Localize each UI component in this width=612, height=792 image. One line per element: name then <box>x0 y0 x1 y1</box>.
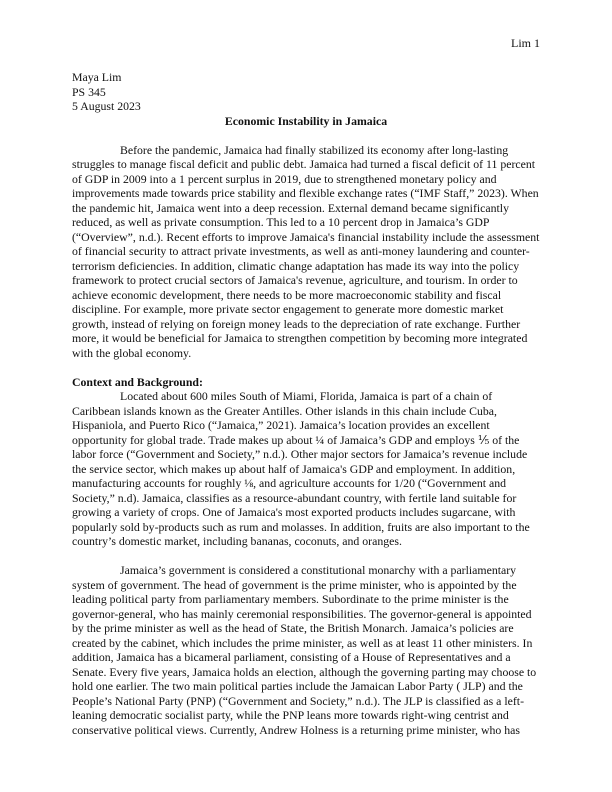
government-paragraph: Jamaica’s government is considered a constitutional monarchy with a parliamentary system of government. The head of government is the prime minister, who is appointed by the leading political party from parliamentary members. Subordinate to the prime minister is the governor-general, who has mainly ceremonial responsibilities. The governor-general is appointed by the prime minister as well as the head of State, the British Monarch. Jamaica’s policies are created by the cabinet, which includes the prime minister, as well as at least 11 other ministers. In addition, Jamaica has a bicameral parliament, consisting of a House of Representatives and a Senate. Every five years, Jamaica holds an election, although the governing parting may choose to hold one earlier. The two main political parties include the Jamaican Labor Party ( JLP) and the People’s National Party (PNP) (“Government and Society,” n.d.). The JLP is classified as a left-leaning democratic socialist party, while the PNP leans more towards right-wing centrist and conservative political views. Currently, Andrew Holness is a returning prime minister, who has <box>72 563 537 737</box>
mla-heading <box>72 70 540 114</box>
page-number-header: Lim 1 <box>511 36 540 50</box>
section-heading: Context and Background: <box>72 374 203 389</box>
course-code: PS 345 <box>72 84 106 99</box>
document-date: 5 August 2023 <box>72 99 141 113</box>
document-body <box>72 70 540 737</box>
intro-paragraph: Before the pandemic, Jamaica had finally stabilized its economy after long-lasting struggles to manage fiscal deficit and public debt. Jamaica had turned a fiscal deficit of 11 percent of GDP in 2009 into a 1 percent surplus in 2019, due to strengthened monetary policy and improvements made towards price stability and flexible exchange rates (“IMF Staff,” 2023). When the pandemic hit, Jamaica went into a deep recession. External demand became significantly reduced, as well as private consumption. This led to a 10 percent drop in Jamaica’s GDP (“Overview”, n.d.). Recent efforts to improve Jamaica's financial instability include the assessment of financial security to attract private investments, as well as anti-money laundering and counter-terrorism deficiencies. In addition, climatic change adaptation has made its way into the policy framework to protect crucial sectors of Jamaica's revenue, agriculture, and tourism. In order to achieve economic development, there needs to be more macroeconomic stability and fiscal discipline. For example, more private sector engagement to generate more domestic market growth, instead of relying on foreign money leads to the depreciation of rate exchange. Further more, it would be beneficial for Jamaica to strengthen competition by becoming more integrated with the global economy. <box>72 142 540 360</box>
context-paragraph: Located about 600 miles South of Miami, Florida, Jamaica is part of a chain of Caribbean islands known as the Greater Antilles. Other islands in this chain include Cuba, Hispaniola, and Puerto Rico (“Jamaica,” 2021). Jamaica’s location provides an excellent opportunity for global trade. Trade makes up about ¼ of Jamaica’s GDP and employs ⅕ of the labor force (“Government and Society,” n.d.). Other major sectors for Jamaica’s revenue include the service sector, which makes up about half of Jamaica's GDP and employment. In addition, manufacturing accounts for roughly ⅛, and agriculture accounts for 1/20 (“Government and Society,” n.d). Jamaica, classifies as a resource-abundant country, with fertile land suitable for growing a variety of crops. One of Jamaica's most exported products includes sugarcane, with popularly sold by-products such as rum and molasses. In addition, fruits are also important to the country’s domestic market, including bananas, coconuts, and oranges. <box>72 389 530 548</box>
author-name: Maya Lim <box>72 70 122 84</box>
document-title: Economic Instability in Jamaica <box>224 113 388 128</box>
